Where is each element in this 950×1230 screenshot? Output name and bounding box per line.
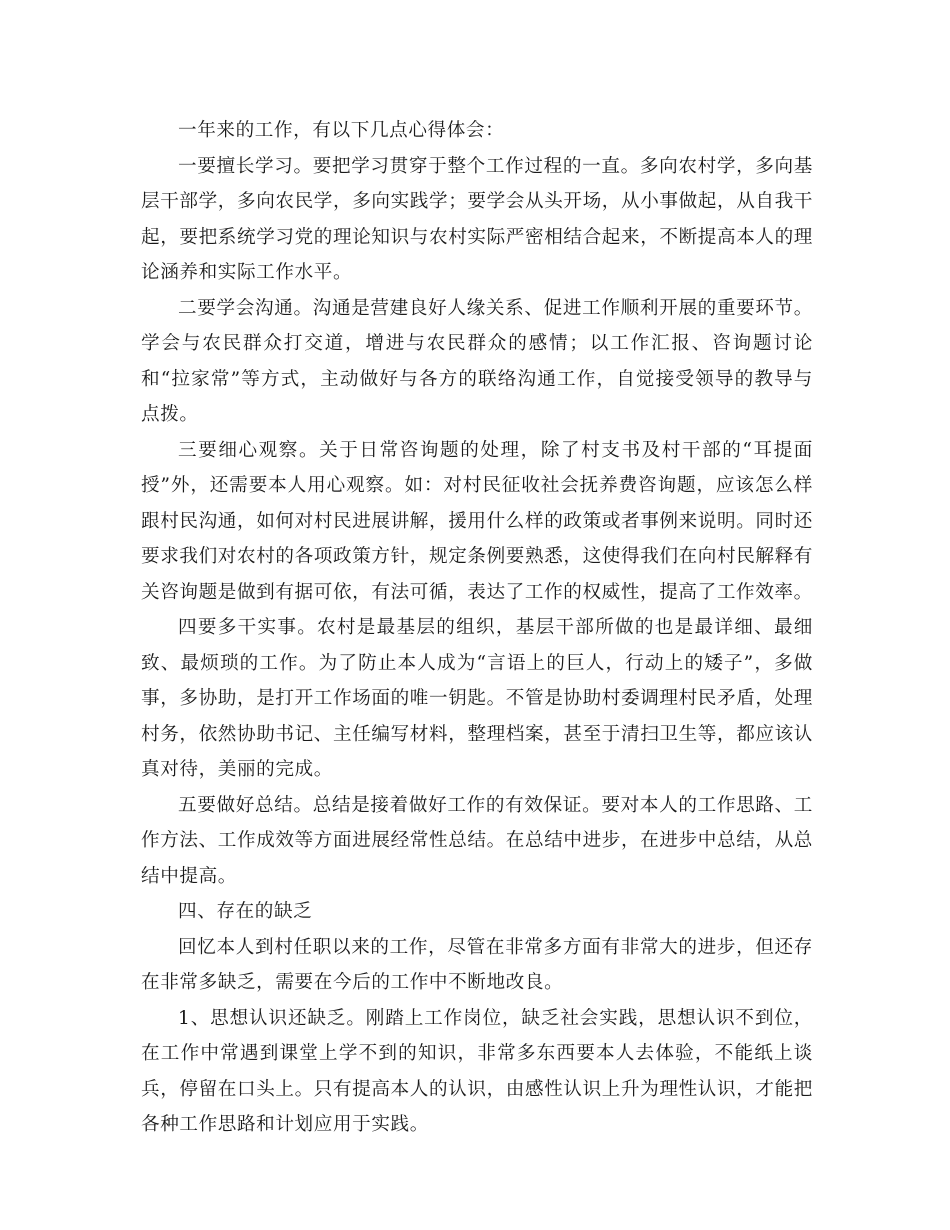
document-body [141, 113, 813, 1143]
paragraph-study: 一要擅长学习。要把学习贯穿于整个工作过程的一直。多向农村学，多向基层干部学，多向农民学，多向实践学；要学会从头开场，从小事做起，从自我干起，要把系统学习党的理论知识与农村实际严密相结合起来，不断提高本人的理论涵养和实际工作水平。 [141, 155, 813, 283]
paragraph-observe: 三要细心观察。关于日常咨询题的处理，除了村支书及村干部的“耳提面授”外，还需要本人用心观察。如：对村民征收社会抚养费咨询题，应该怎么样跟村民沟通，如何对村民进展讲解，援用什么样的政策或者事例来说明。同时还要求我们对农村的各项政策方针，规定条例要熟悉，这使得我们在向村民解释有关咨询题是做到有据可依，有法可循，表达了工作的权威性，提高了工作效率。 [141, 439, 813, 603]
paragraph-review: 回忆本人到村任职以来的工作，尽管在非常多方面有非常大的进步，但还存在非常多缺乏，需要在今后的工作中不断地改良。 [141, 936, 813, 993]
paragraph-summarize: 五要做好总结。总结是接着做好工作的有效保证。要对本人的工作思路、工作方法、工作成效等方面进展经常性总结。在总结中进步，在进步中总结，从总结中提高。 [141, 794, 813, 887]
paragraph-intro: 一年来的工作，有以下几点心得体会： [178, 120, 505, 141]
paragraph-communicate: 二要学会沟通。沟通是营建良好人缘关系、促进工作顺利开展的重要环节。学会与农民群众打交道，增进与农民群众的感情；以工作汇报、咨询题讨论和“拉家常”等方式，主动做好与各方的联络沟通工作，自觉接受领导的教导与点拨。 [141, 297, 813, 425]
section-heading-shortcomings: 四、存在的缺乏 [178, 901, 313, 922]
paragraph-practical-work: 四要多干实事。农村是最基层的组织，基层干部所做的也是最详细、最细致、最烦琐的工作。为了防止本人成为“言语上的巨人，行动上的矮子”，多做事，多协助，是打开工作场面的唯一钥匙。不管是协助村委调理村民矛盾，处理村务，依然协助书记、主任编写材料，整理档案，甚至于清扫卫生等，都应该认真对待，美丽的完成。 [141, 617, 813, 780]
paragraph-thinking: 1、思想认识还缺乏。刚踏上工作岗位，缺乏社会实践，思想认识不到位，在工作中常遇到课堂上学不到的知识，非常多东西要本人去体验，不能纸上谈兵，停留在口头上。只有提高本人的认识，由感性认识上升为理性认识，才能把各种工作思路和计划应用于实践。 [141, 1007, 813, 1135]
